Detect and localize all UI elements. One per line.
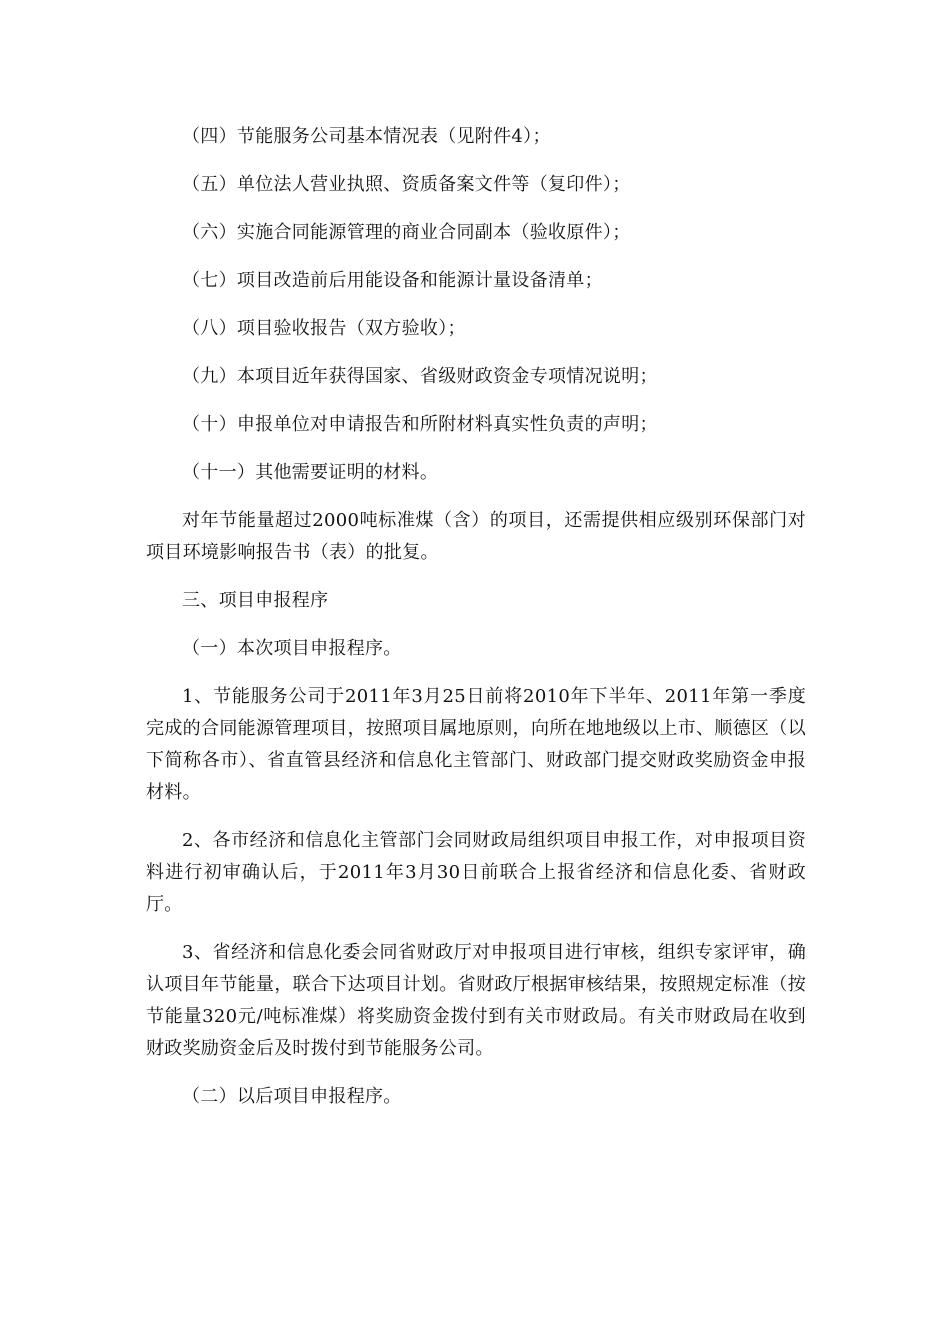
subsection-heading-2: （二）以后项目申报程序。	[182, 1086, 402, 1107]
subsection-heading-1: （一）本次项目申报程序。	[182, 638, 402, 659]
paragraph-item-7: （七）项目改造前后用能设备和能源计量设备清单；	[182, 270, 603, 291]
paragraph-step-2: 2、各市经济和信息化主管部门会同财政局组织项目申报工作，对申报项目资料进行初审确认后，于2011年3月30日前联合上报省经济和信息化委、省财政厅。	[146, 830, 806, 915]
section-heading-3: 三、项目申报程序	[182, 590, 329, 611]
paragraph-item-11: （十一）其他需要证明的材料。	[182, 462, 439, 483]
document-body	[146, 121, 806, 1113]
paragraph-step-1: 1、节能服务公司于2011年3月25日前将2010年下半年、2011年第一季度完成的合同能源管理项目，按照项目属地原则，向所在地地级以上市、顺德区（以下简称各市）、省直管县经济和信息化主管部门、财政部门提交财政奖励资金申报材料。	[146, 686, 806, 803]
paragraph-step-3: 3、省经济和信息化委会同省财政厅对申报项目进行审核，组织专家评审，确认项目年节能量，联合下达项目计划。省财政厅根据审核结果，按照规定标准（按节能量320元/吨标准煤）将奖励资金拨付到有关市财政局。有关市财政局在收到财政奖励资金后及时拨付到节能服务公司。	[146, 942, 806, 1059]
paragraph-item-8: （八）项目验收报告（双方验收）；	[182, 318, 466, 339]
paragraph-env-requirement: 对年节能量超过2000吨标准煤（含）的项目，还需提供相应级别环保部门对项目环境影响报告书（表）的批复。	[146, 510, 806, 563]
paragraph-item-6: （六）实施合同能源管理的商业合同副本（验收原件）；	[182, 222, 631, 243]
paragraph-item-5: （五）单位法人营业执照、资质备案文件等（复印件）；	[182, 174, 631, 195]
paragraph-item-10: （十）申报单位对申请报告和所附材料真实性负责的声明；	[182, 414, 658, 435]
paragraph-item-4: （四）节能服务公司基本情况表（见附件4）；	[182, 126, 551, 147]
paragraph-item-9: （九）本项目近年获得国家、省级财政资金专项情况说明；	[182, 366, 658, 387]
